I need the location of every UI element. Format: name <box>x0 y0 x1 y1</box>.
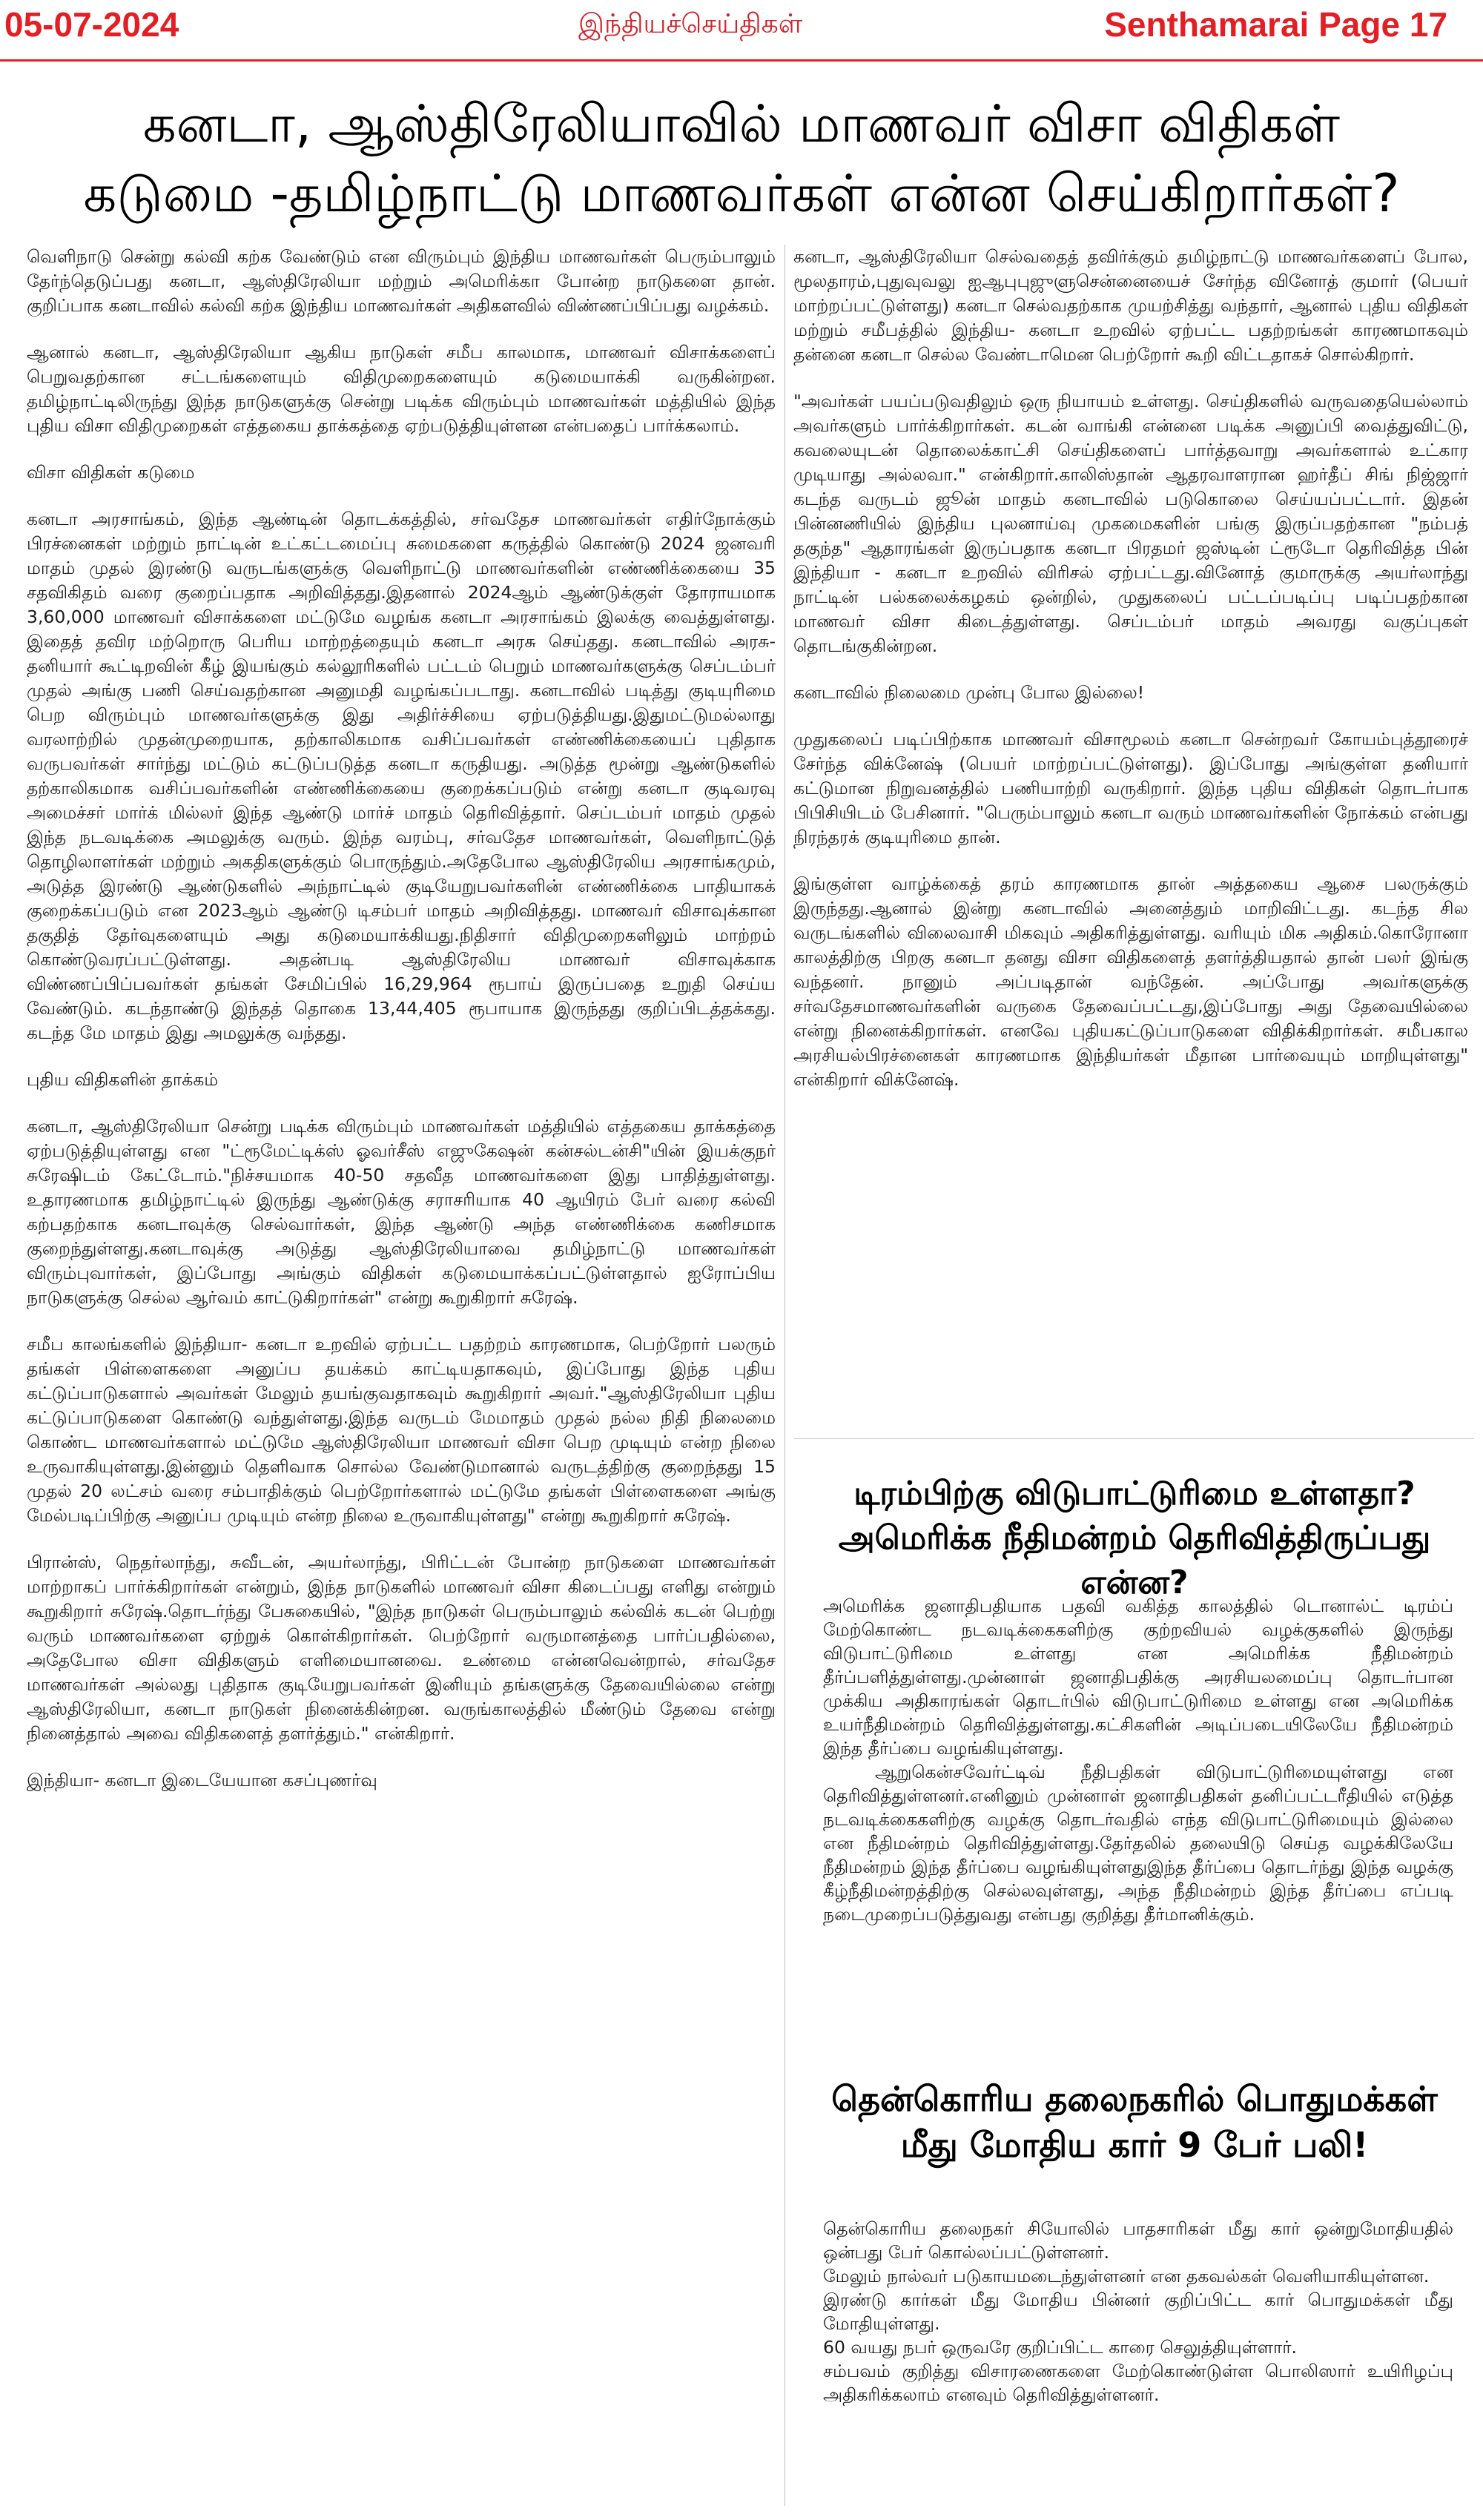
subheading: விசா விதிகள் கடுமை <box>27 462 195 483</box>
subheading: இந்தியா- கனடா இடையேயான கசப்புணர்வு <box>27 1770 377 1790</box>
paragraph: தென்கொரிய தலைநகர் சியோலில் பாதசாரிகள் மீது கார் ஒன்றுமோதியதில் ஒன்பது பேர் கொல்லப்பட்டுள்ளனர். <box>823 2218 1453 2263</box>
left-column <box>27 245 776 1815</box>
paragraph: இரண்டு கார்கள் மீது மோதிய பின்னர் குறிப்பிட்ட கார் பொதுமக்கள் மீது மோதியுள்ளது. <box>823 2289 1453 2334</box>
paragraph: "அவர்கள் பயப்படுவதிலும் ஒரு நியாயம் உள்ளது. செய்திகளில் வருவதையெல்லாம் அவர்களும் பார்க்கிறார்கள். கடன் வாங்கி என்னை படிக்க அனுப்பி வைத்துவிட்டு, கவலையுடன் தொலைக்காட்சி செய்திகளைப் பார்த்தவாறு அவர்களால் உட்கார முடியாது அல்லவா." என்கிறார்.காலிஸ்தான் ஆதரவாளரான ஹர்தீப் சிங் நிஜ்ஜார் கடந்த வருடம் ஜூன் மாதம் கனடாவில் படுகொலை செய்யப்பட்டார். இதன் பின்னணியில் இந்திய புலனாய்வு முகமைகளின் பங்கு இருப்பதற்கான "நம்பத் தகுந்த" ஆதாரங்கள் இருப்பதாக கனடா பிரதமர் ஜஸ்டின் ட்ரூடோ தெரிவித்த பின் இந்தியா - கனடா உறவில் விரிசல் ஏற்பட்டது.வினோத் குமாருக்கு அயர்லாந்து நாட்டின் பல்கலைக்கழகம் ஒன்றில், முதுகலைப் பட்டப்படிப்பு படிப்பதற்கான மாணவர் விசா கிடைத்துள்ளது. செப்டம்பர் மாதம் அவரது வகுப்புகள் தொடங்குகின்றன. <box>793 391 1468 656</box>
paragraph: வெளிநாடு சென்று கல்வி கற்க வேண்டும் என விரும்பும் இந்திய மாணவர்கள் பெரும்பாலும் தேர்ந்தெடுப்பது கனடா, ஆஸ்திரேலியா மற்றும் அமெரிக்கா போன்ற நாடுகளை தான். குறிப்பாக கனடாவில் கல்வி கற்க இந்திய மாணவர்கள் அதிகளவில் விண்ணப்பிப்பது வழக்கம். <box>27 246 776 316</box>
box-divider <box>793 1438 1474 1439</box>
korea-story-headline <box>801 2076 1468 2168</box>
trump-story-headline <box>801 1472 1468 1605</box>
headline-line-1: டிரம்பிற்கு விடுபாட்டுரிமை உள்ளதா? <box>853 1475 1416 1512</box>
headline-line-1: தென்கொரிய தலைநகரில் பொதுமக்கள் <box>831 2079 1438 2119</box>
subheading: கனடாவில் நிலைமை முன்பு போல இல்லை! <box>793 682 1145 703</box>
right-column <box>793 245 1468 1114</box>
paragraph: மேலும் நால்வர் படுகாயமடைந்துள்ளனர் என தகவல்கள் வெளியாகியுள்ளன. <box>823 2266 1430 2286</box>
paragraph: சம்பவம் குறித்து விசாரணைகளை மேற்கொண்டுள்ள பொலிஸார் உயிரிழப்பு அதிகரிக்கலாம் எனவும் தெரிவித்துள்ளனர். <box>823 2361 1453 2405</box>
issue-date: 05-07-2024 <box>4 5 179 44</box>
paragraph: பிரான்ஸ், நெதர்லாந்து, சுவீடன், அயர்லாந்து, பிரிட்டன் போன்ற நாடுகளை மாணவர்கள் மாற்றாகப் பார்க்கிறார்கள் என்றும், இந்த நாடுகளில் மாணவர் விசா கிடைப்பது எளிது என்றும் கூறுகிறார் சுரேஷ்.தொடர்ந்து பேசுகையில், "இந்த நாடுகள் பெரும்பாலும் கல்விக் கடன் பெற்று வரும் மாணவர்களை ஏற்றுக் கொள்கிறார்கள். பெற்றோர் வருமானத்தை பார்ப்பதில்லை, அதேபோல விசா விதிகளும் எளிமையானவை. உண்மை என்னவென்றால், சர்வதேச மாணவர்கள் அல்லது புதிதாக குடியேறுபவர்கள் இனியும் தங்களுக்கு தேவையில்லை என்று ஆஸ்திரேலியா, கனடா நாடுகள் நினைக்கின்றன. வருங்காலத்தில் மீண்டும் தேவை என்று நினைத்தால் அவை விதிகளைத் தளர்த்தும்." என்கிறார். <box>27 1552 776 1744</box>
subheading: புதிய விதிகளின் தாக்கம் <box>27 1069 219 1090</box>
headline-line-1: கனடா, ஆஸ்திரேலியாவில் மாணவர் விசா விதிகள் <box>142 93 1341 154</box>
publication-and-page: Senthamarai Page 17 <box>1104 5 1447 44</box>
paragraph: கனடா அரசாங்கம், இந்த ஆண்டின் தொடக்கத்தில், சர்வதேச மாணவர்கள் எதிர்நோக்கும் பிரச்னைகள் மற்றும் நாட்டின் உட்கட்டமைப்பு சுமைகளை கருத்தில் கொண்டு 2024 ஜனவரி மாதம் முதல் இரண்டு வருடங்களுக்கு வெளிநாட்டு மாணவர்களின் எண்ணிக்கையை 35 சதவிகிதம் வரை குறைப்பதாக அறிவித்தது.இதனால் 2024ஆம் ஆண்டுக்குள் தோராயமாக 3,60,000 மாணவர் விசாக்களை மட்டுமே வழங்க கனடா அரசாங்கம் இலக்கு வைத்துள்ளது. இதைத் தவிர மற்றொரு பெரிய மாற்றத்தையும் கனடா அரசு செய்தது. கனடாவில் அரசு-தனியார் கூட்டிறவின் கீழ் இயங்கும் கல்லூரிகளில் பட்டம் பெறும் மாணவர்களுக்கு செப்டம்பர் முதல் அங்கு பணி செய்வதற்கான அனுமதி வழங்கப்படாது. கனடாவில் படித்து குடியுரிமை பெற விரும்பும் மாணவர்களுக்கு இது அதிர்ச்சியை ஏற்படுத்தியது.இதுமட்டுமல்லாது வரலாற்றில் முதன்முறையாக, தற்காலிகமாக வசிப்பவர்கள் எண்ணிக்கையைப் புதிதாக வருபவர்கள் சார்ந்து மட்டும் கட்டுப்படுத்த கனடா கருதியது. அடுத்த மூன்று ஆண்டுகளில் தற்காலிகமாக வசிப்பவர்களின் எண்ணிக்கையை குறைக்கப்படும் என்று கனடா குடிவரவு அமைச்சர் மார்க் மில்லர் இந்த ஆண்டு மார்ச் மாதம் தெரிவித்தார். செப்டம்பர் மாதம் முதல் இந்த நடவடிக்கை அமலுக்கு வரும். இந்த வரம்பு, சர்வதேச மாணவர்கள், வெளிநாட்டுத் தொழிலாளர்கள் மற்றும் அகதிகளுக்கும் பொருந்தும்.அதேபோல ஆஸ்திரேலிய அரசாங்கமும், அடுத்த இரண்டு ஆண்டுகளில் அந்நாட்டில் குடியேறுபவர்களின் எண்ணிக்கை பாதியாகக் குறைக்கப்படும் என 2023ஆம் ஆண்டு டிசம்பர் மாதம் அறிவித்தது. மாணவர் விசாவுக்கான தகுதித் தேர்வுகளையும் அது கடுமையாக்கியது.நிதிசார் விதிமுறைகளிலும் மாற்றம் கொண்டுவரப்பட்டுள்ளது. அதன்படி ஆஸ்திரேலிய மாணவர் விசாவுக்காக விண்ணப்பிப்பவர்கள் தங்கள் சேமிப்பில் 16,29,964 ரூபாய் இருப்பதை உறுதி செய்ய வேண்டும். கடந்தாண்டு இந்தத் தொகை 13,44,405 ரூபாயாக இருந்தது குறிப்பிடத்தக்கது. கடந்த மே மாதம் இது அமலுக்கு வந்தது. <box>27 509 776 1043</box>
paragraph: முதுகலைப் படிப்பிற்காக மாணவர் விசாமூலம் கனடா சென்றவர் கோயம்புத்தூரைச் சேர்ந்த விக்னேஷ் (பெயர் மாற்றப்பட்டுள்ளது). இப்போது அங்குள்ள தனியார் கட்டுமான நிறுவனத்தில் பணியாற்றி வருகிறார். இந்த புதிய விதிகள் தொடர்பாக பிபிசியிடம் பேசினார். "பெரும்பாலும் கனடா வரும் மாணவர்களின் நோக்கம் என்பது நிரந்தரக் குடியுரிமை தான். <box>793 729 1468 847</box>
page-header <box>0 0 1483 58</box>
paragraph: ஆறுகென்சவேர்ட்டிவ் நீதிபதிகள் விடுபாட்டுரிமையுள்ளது என தெரிவித்துள்ளனர்.எனினும் முன்னாள் ஜனாதிபதிகள் தனிப்பட்டரீதியில் எடுத்த நடவடிக்கைகளிற்கு வழக்கு தொடர்வதில் எந்த விடுபாட்டுரிமையும் இல்லை என நீதிமன்றம் தெரிவித்துள்ளது.தேர்தலில் தலையிடு செய்த வழக்கிலேயே நீதிமன்றம் இந்த தீர்ப்பை வழங்கியுள்ளதுஇந்த தீர்ப்பை தொடர்ந்து இந்த வழக்கு கீழ்நீதிமன்றத்திற்கு செல்லவுள்ளது, அந்த நீதிமன்றம் இந்த தீர்ப்பை எப்படி நடைமுறைப்படுத்துவது என்பது குறித்து தீர்மானிக்கும். <box>823 1762 1453 1925</box>
paragraph: அமெரிக்க ஜனாதிபதியாக பதவி வகித்த காலத்தில் டொனால்ட் டிரம்ப் மேற்கொண்ட நடவடிக்கைகளிற்கு குற்றவியல் வழக்குகளில் இருந்து விடுபாட்டுரிமை உள்ளது என அமெரிக்க நீதிமன்றம் தீர்ப்பளித்துள்ளது.முன்னாள் ஜனாதிபதிக்கு அரசியலமைப்பு தொடர்பான முக்கிய அதிகாரங்கள் தொடர்பில் விடுபாட்டுரிமை உள்ளது என அமெரிக்க உயர்நீதிமன்றம் தெரிவித்துள்ளது.கட்சிகளின் அடிப்படையிலேயே நீதிமன்றம் இந்த தீர்ப்பை வழங்கியுள்ளது. <box>823 1595 1453 1759</box>
headline-line-2: கடுமை -தமிழ்நாட்டு மாணவர்கள் என்ன செய்கிறார்கள்? <box>83 163 1400 224</box>
trump-story-body <box>823 1594 1453 1926</box>
paragraph: கனடா, ஆஸ்திரேலியா செல்வதைத் தவிர்க்கும் தமிழ்நாட்டு மாணவர்களைப் போல, மூலதாரம்,புதுவுவலு ஐஆபுபுஜுளுசென்னையைச் சேர்ந்த வினோத் குமார் (பெயர் மாற்றப்பட்டுள்ளது) கனடா செல்வதற்காக முயற்சித்து வந்தார், ஆனால் புதிய விதிகள் மற்றும் சமீபத்தில் இந்திய- கனடா உறவில் ஏற்பட்ட பதற்றங்கள் காரணமாகவும் தன்னை கனடா செல்ல வேண்டாமென பெற்றோர் கூறி விட்டதாகச் சொல்கிறார். <box>793 246 1468 365</box>
korea-story-body <box>823 2217 1453 2407</box>
paragraph: ஆனால் கனடா, ஆஸ்திரேலியா ஆகிய நாடுகள் சமீப காலமாக, மாணவர் விசாக்களைப் பெறுவதற்கான சட்டங்களையும் விதிமுறைகளையும் கடுமையாக்கி வருகின்றன. தமிழ்நாட்டிலிருந்து இந்த நாடுகளுக்கு சென்று படிக்க விரும்பும் மாணவர்கள் மத்தியில் இந்த புதிய விசா விதிமுறைகள் எத்தகைய தாக்கத்தை ஏற்படுத்தியுள்ளன என்பதைப் பார்க்கலாம். <box>27 342 776 436</box>
paragraph: கனடா, ஆஸ்திரேலியா சென்று படிக்க விரும்பும் மாணவர்கள் மத்தியில் எத்தகைய தாக்கத்தை ஏற்படுத்தியுள்ளது என "ட்ரூமேட்டிக்ஸ் ஓவர்சீஸ் எஜுகேஷன் கன்சல்டன்சி"யின் இயக்குநர் சுரேஷிடம் கேட்டோம்."நிச்சயமாக 40-50 சதவீத மாணவர்களை இது பாதித்துள்ளது. உதாரணமாக தமிழ்நாட்டில் இருந்து ஆண்டுக்கு சராசரியாக 40 ஆயிரம் பேர் வரை கல்வி கற்பதற்காக கனடாவுக்கு செல்வார்கள், இந்த ஆண்டு அந்த எண்ணிக்கை கணிசமாக குறைந்துள்ளது.கனடாவுக்கு அடுத்து ஆஸ்திரேலியாவை தமிழ்நாட்டு மாணவர்கள் விரும்புவார்கள், இப்போது அங்கும் விதிகள் கடுமையாக்கப்பட்டுள்ளதால் ஐரோப்பிய நாடுகளுக்கு செல்ல ஆர்வம் காட்டுகிறார்கள்" என்று கூறுகிறார் சுரேஷ். <box>27 1116 776 1308</box>
main-headline <box>15 89 1468 228</box>
headline-line-2: மீது மோதிய கார் 9 பேர் பலி! <box>900 2125 1369 2165</box>
header-rule <box>0 59 1483 62</box>
section-name: இந்தியச்செய்திகள் <box>578 9 803 39</box>
paragraph: 60 வயது நபர் ஒருவரே குறிப்பிட்ட காரை செலுத்தியுள்ளார். <box>823 2337 1298 2358</box>
paragraph: சமீப காலங்களில் இந்தியா- கனடா உறவில் ஏற்பட்ட பதற்றம் காரணமாக, பெற்றோர் பலரும் தங்கள் பிள்ளைகளை அனுப்ப தயக்கம் காட்டியதாகவும், இப்போது இந்த புதிய கட்டுப்பாடுகளால் அவர்கள் மேலும் தயங்குவதாகவும் கூறுகிறார் அவர்."ஆஸ்திரேலியா புதிய கட்டுப்பாடுகளை கொண்டு வந்துள்ளது.இந்த வருடம் மேமாதம் முதல் நல்ல நிதி நிலைமை கொண்ட மாணவர்களால் மட்டுமே ஆஸ்திரேலியா மாணவர் விசா பெற முடியும் என்ற நிலை உருவாகியுள்ளது.இன்னும் தெளிவாக சொல்ல வேண்டுமானால் வருடத்திற்கு குறைந்தது 15 முதல் 20 லட்சம் வரை சம்பாதிக்கும் பெற்றோர்களால் மட்டுமே தங்கள் பிள்ளைகளை அங்கு மேல்படிப்பிற்கு அனுப்ப முடியும் என்ற நிலை உருவாகியுள்ளது" என்று கூறுகிறார் சுரேஷ். <box>27 1334 776 1526</box>
paragraph: இங்குள்ள வாழ்க்கைத் தரம் காரணமாக தான் அத்தகைய ஆசை பலருக்கும் இருந்தது.ஆனால் இன்று கனடாவில் அனைத்தும் மாறிவிட்டது. கடந்த சில வருடங்களில் விலைவாசி மிகவும் அதிகரித்துள்ளது. வரியும் மிக அதிகம்.கொரோனா காலத்திற்கு பிறகு கனடா தனது விசா விதிகளைத் தளர்த்தியதால் தான் பலர் இங்கு வந்தனர். நானும் அப்படிதான் வந்தேன். அப்போது அவர்களுக்கு சர்வதேசமாணவர்களின் வருகை தேவைப்பட்டது,இப்போது அது தேவையில்லை என்று நினைக்கிறார்கள். எனவே புதியகட்டுப்பாடுகளை விதிக்கிறார்கள். சமீபகால அரசியல்பிரச்னைகள் காரணமாக இந்தியர்கள் மீதான பார்வையும் மாறியுள்ளது" என்கிறார் விக்னேஷ். <box>793 873 1468 1090</box>
headline-line-2: அமெரிக்க நீதிமன்றம் தெரிவித்திருப்பது என்ன? <box>838 1519 1431 1601</box>
